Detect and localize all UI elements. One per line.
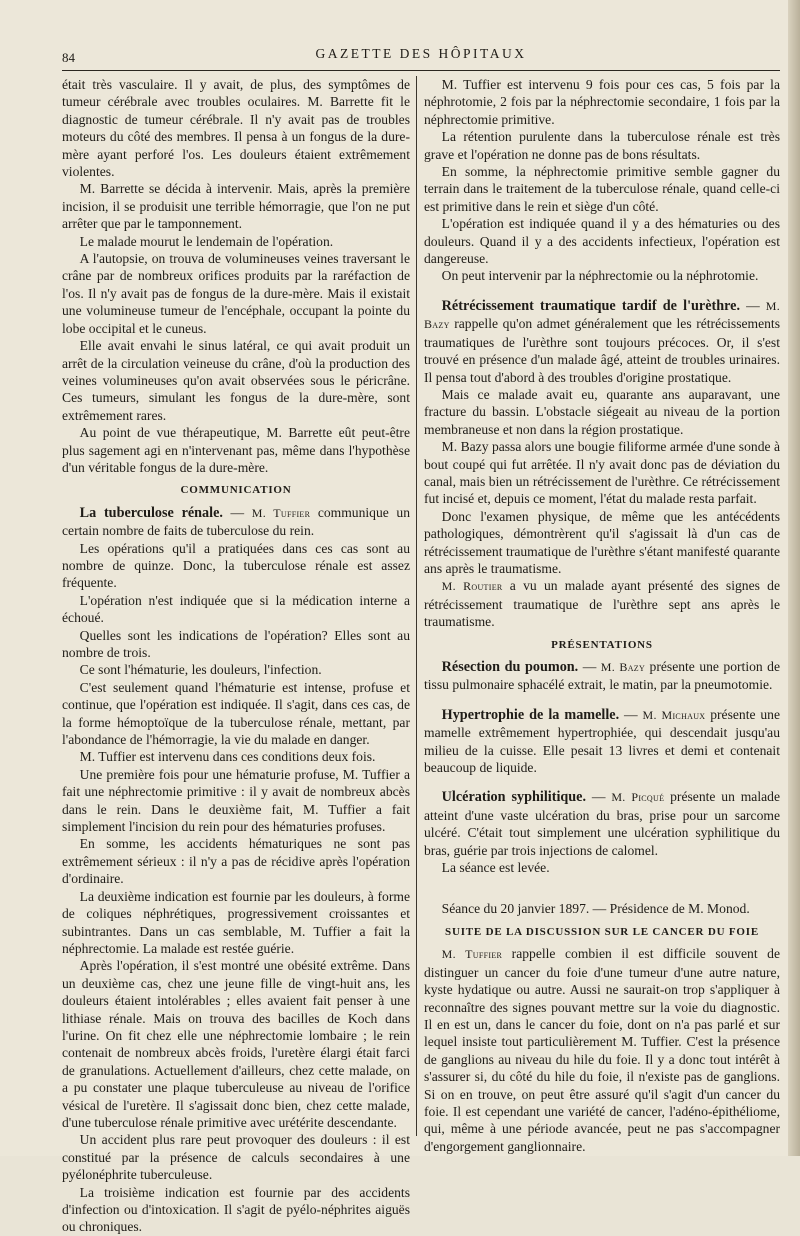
paragraph: En somme, les accidents hématuriques ne sont pas extrêmement sérieux : il n'y a pas de récidive après l'opération d'ordinaire. (62, 836, 410, 887)
paragraph: La troisième indication est fournie par des accidents d'infection ou d'intoxication. Il s'agit de pyélo-néphrites aiguës ou chroniques. (62, 1184, 410, 1235)
article-lead (424, 788, 780, 859)
paragraph: M. Bazy passa alors une bougie filiforme armée d'une sonde à bout coupé qui fut arrêtée. Il n'y avait donc pas de déviation du canal, mais bien un rétrécissement de l'urèthre. Ce rétrécissement fut incisé et, depuis ce moment, l'état du malade resta parfait. (424, 439, 780, 507)
author-name: M. Tuffier (441, 947, 503, 962)
lead-text: présente une mamelle extrêmement hypertrophiée, qui descendait jusqu'au milieu de la cuisse. Elle pesait 13 livres et demi et contenait beaucoup de liquide. (424, 706, 780, 776)
header-rule (62, 70, 780, 71)
dash: — (222, 504, 252, 520)
author-name: M. Michaux (642, 707, 706, 722)
spacer (424, 776, 780, 788)
right-column (424, 76, 781, 1154)
page-edge-shadow (788, 0, 800, 1156)
dash: — (586, 789, 612, 805)
paragraph: Donc l'examen physique, de même que les antécédents pathologiques, démontrèrent qu'il s'agissait là d'un cas de rétrécissement traumatique de l'urèthre s'étant manifesté quarante ans après le traumatisme. (424, 508, 780, 576)
lead-text: a vu un malade ayant présenté des signes de rétrécissement traumatique de l'urèthre sept ans après le traumatisme. (424, 578, 780, 630)
dash: — (578, 659, 601, 674)
section-heading-communication: COMMUNICATION (180, 484, 292, 497)
paragraph: était très vasculaire. Il y avait, de plus, des symptômes de tumeur cérébrale avec troubles oculaires. M. Barrette fit le diagnostic de tumeur cérébrale. Il n'y avait pas de troubles moteurs du côté des membres. Il pensa à un fongus de la dure-mère ayant perforé l'os. Les douleurs étaient extrêmement violentes. (62, 77, 410, 180)
spacer (424, 888, 780, 900)
article-title: Ulcération syphilitique. (441, 789, 587, 806)
article-title: Rétrécissement traumatique tardif de l'urèthre. (441, 297, 741, 314)
column-divider (416, 76, 417, 1136)
paragraph: La séance est levée. (441, 860, 550, 876)
article-lead (424, 577, 780, 630)
spacer (424, 876, 780, 888)
paragraph: Au point de vue thérapeutique, M. Barrette eût peut-être plus sagement agi en n'intervenant pas, même dans l'hypothèse d'un véritable fongus de la dure-mère. (62, 425, 410, 475)
author-name: M. Picqué (611, 790, 665, 805)
article-lead (424, 945, 780, 1155)
paragraph: M. Tuffier est intervenu dans ces conditions deux fois. (79, 749, 376, 765)
paragraph: Une première fois pour une hématurie profuse, M. Tuffier a fait une néphrectomie primitive : il y avait de nombreux abcès dans le rein. Dans le deuxième fait, M. Tuffier a fait simplement l'incision du rein pour des hématuries profuses. (62, 766, 410, 835)
paragraph: La rétention purulente dans la tuberculose rénale est très grave et l'opération ne donne pas de bons résultats. (424, 129, 780, 162)
article-lead (424, 297, 780, 386)
lead-text: rappelle qu'on admet généralement que les rétrécissements traumatiques de l'urèthre sont toujours précoces. Or, il s'est trouvé en présence d'un malade âgé, atteint de troubles urinaires. Il pensa tout d'abord à des troubles d'origine prostatique. (424, 316, 780, 385)
paragraph: Après l'opération, il s'est montré une obésité extrême. Dans un deuxième cas, chez une jeune fille de vingt-huit ans, les douleurs étaient intolérables ; elles avaient fait penser à une lithiase rénale. Mais on trouva des bacilles de Koch dans l'urine. On fit chez elle une néphrectomie lombaire ; le rein contenait de nombreux abcès froids, l'uretère élargi était farci de granulations. Actuellement d'ailleurs, chez cette malade, on a pu constater une plaque tuberculeuse au niveau de l'orifice vésical de l'uretère. Il s'agissait donc bien, chez cette malade, d'une tuberculose rénale primitive avec urétérite descendante. (62, 958, 410, 1130)
spacer (424, 285, 780, 297)
article-title: Hypertrophie de la mamelle. (441, 706, 620, 723)
dash: — (740, 297, 766, 313)
page-header (62, 44, 780, 70)
paragraph: L'opération n'est indiquée que si la médication interne a échoué. (62, 592, 410, 626)
dash: — (619, 706, 643, 722)
running-title: GAZETTE DES HÔPITAUX (315, 46, 527, 61)
paragraph: Ce sont l'hématurie, les douleurs, l'infection. (79, 662, 322, 678)
paragraph: Elle avait envahi le sinus latéral, ce qui avait produit un arrêt de la circulation veineuse du crâne, d'où la production des veines volumineuses qu'on avait observées sous le péricrâne. Ces tumeurs, simulant les fongus de la dure-mère, sont extrêmement rares. (62, 338, 410, 423)
section-heading-presentations: PRÉSENTATIONS (551, 638, 653, 651)
paragraph: Un accident plus rare peut provoquer des douleurs : il est constitué par la présence de calculs secondaires à une pyélonéphrite tuberculeuse. (62, 1132, 410, 1183)
section-heading-cancer-du-foie: SUITE DE LA DISCUSSION SUR LE CANCER DU FOIE (445, 925, 759, 938)
article-lead (424, 658, 780, 694)
article-title: Résection du poumon. (441, 659, 579, 675)
paragraph: M. Tuffier est intervenu 9 fois pour ces cas, 5 fois par la néphrotomie, 2 fois par la néphrectomie secondaire, 1 fois par la néphrectomie primitive. (424, 77, 780, 127)
author-name: M. Bazy (600, 660, 646, 674)
session-line: Séance du 20 janvier 1897. — Présidence de M. Monod. (441, 901, 750, 917)
article-lead (424, 706, 780, 777)
paragraph: Les opérations qu'il a pratiquées dans ces cas sont au nombre de quinze. Donc, la tuberculose rénale est assez fréquente. (62, 540, 410, 591)
author-name: M. Routier (441, 579, 503, 594)
paragraph: En somme, la néphrectomie primitive semble gagner du terrain dans le traitement de la tuberculose rénale, quand celle-ci est primitive dans le rein et siège d'un côté. (424, 164, 780, 214)
author-name: M. Bazy (424, 298, 781, 332)
paragraph: L'opération est indiquée quand il y a des hématuries ou des douleurs. Quand il y a des accidents infectieux, l'opération est dangereuse. (424, 216, 780, 267)
spacer (424, 694, 780, 706)
left-column (62, 76, 410, 1235)
paragraph: C'est seulement quand l'hématurie est intense, profuse et continue, que l'opération est indiquée. Il s'agit, dans ces cas, de la forme hémoptoïque de la tuberculose rénale, mettant, par l'abondance de l'hémorragie, la vie du malade en danger. (62, 679, 410, 748)
page-number: 84 (62, 50, 75, 65)
paragraph: On peut intervenir par la néphrectomie ou la néphrotomie. (441, 268, 759, 284)
paragraph: Quelles sont les indications de l'opération? Elles sont au nombre de trois. (62, 627, 410, 660)
lead-text: rappelle combien il est difficile souvent de distinguer un cancer du foie d'une tumeur d'une autre nature, kyste hydatique ou autre. Aussi ne saurait-on trop s'appliquer à reconnaître des signes pouvant mettre sur la voie du diagnostic. Il en est un, dans le cancer du foie, dont on n'a pas parlé et sur lequel insiste tout particulièrement M. Tuffier. C'est la présence de ganglions au niveau du hile du foie. Il y a donc tout intérêt à s'assurer si, du côté du hile du foie, il n'existe pas de ganglions. Si on en trouve, on peut être assuré qu'il s'agit d'un cancer du foie. Il est cependant une variété de cancer, l'adéno-épithéliome, qui, même à une période avancée, peut ne pas s'accompagner d'engorgement ganglionnaire. (424, 946, 780, 1154)
paragraph: La deuxième indication est fournie par les douleurs, à forme de coliques néphrétiques, progressivement croissantes et subintrantes. Dans un cas semblable, M. Tuffier a fait la néphrectomie. La malade est restée guérie. (62, 888, 410, 956)
lead-text: présente une portion de tissu pulmonaire sphacélé extrait, le matin, par la pneumotomie. (424, 659, 780, 693)
paragraph: Le malade mourut le lendemain de l'opération. (79, 233, 334, 249)
article-lead (62, 504, 410, 540)
lead-text: présente un malade atteint d'une vaste ulcération du bras, prise pour un sarcome ulcéré. C'était tout simplement une ulcération syphilitique du bras, guérie par trois injections de calomel. (424, 789, 780, 858)
paragraph: Mais ce malade avait eu, quarante ans auparavant, une fracture du bassin. L'obstacle siégeait au niveau de la portion membraneuse et non dans la région prostatique. (424, 386, 780, 437)
author-name: M. Tuffier (251, 505, 311, 520)
paragraph: M. Barrette se décida à intervenir. Mais, après la première incision, il se produisit une terrible hémorragie, que l'on ne put arrêter que par le tamponnement. (62, 181, 410, 232)
article-title: La tuberculose rénale. (79, 504, 223, 521)
lead-text: communique un certain nombre de faits de tuberculose du rein. (62, 504, 410, 539)
paragraph: A l'autopsie, on trouva de volumineuses veines traversant le crâne par de nombreux orifices produits par la raréfaction de l'os. Il n'y avait pas de fongus de la dure-mère. Mais il existait une volumineuse tumeur de l'encéphale, occupant la pointe du lobe occipital et le cuneus. (62, 251, 410, 336)
